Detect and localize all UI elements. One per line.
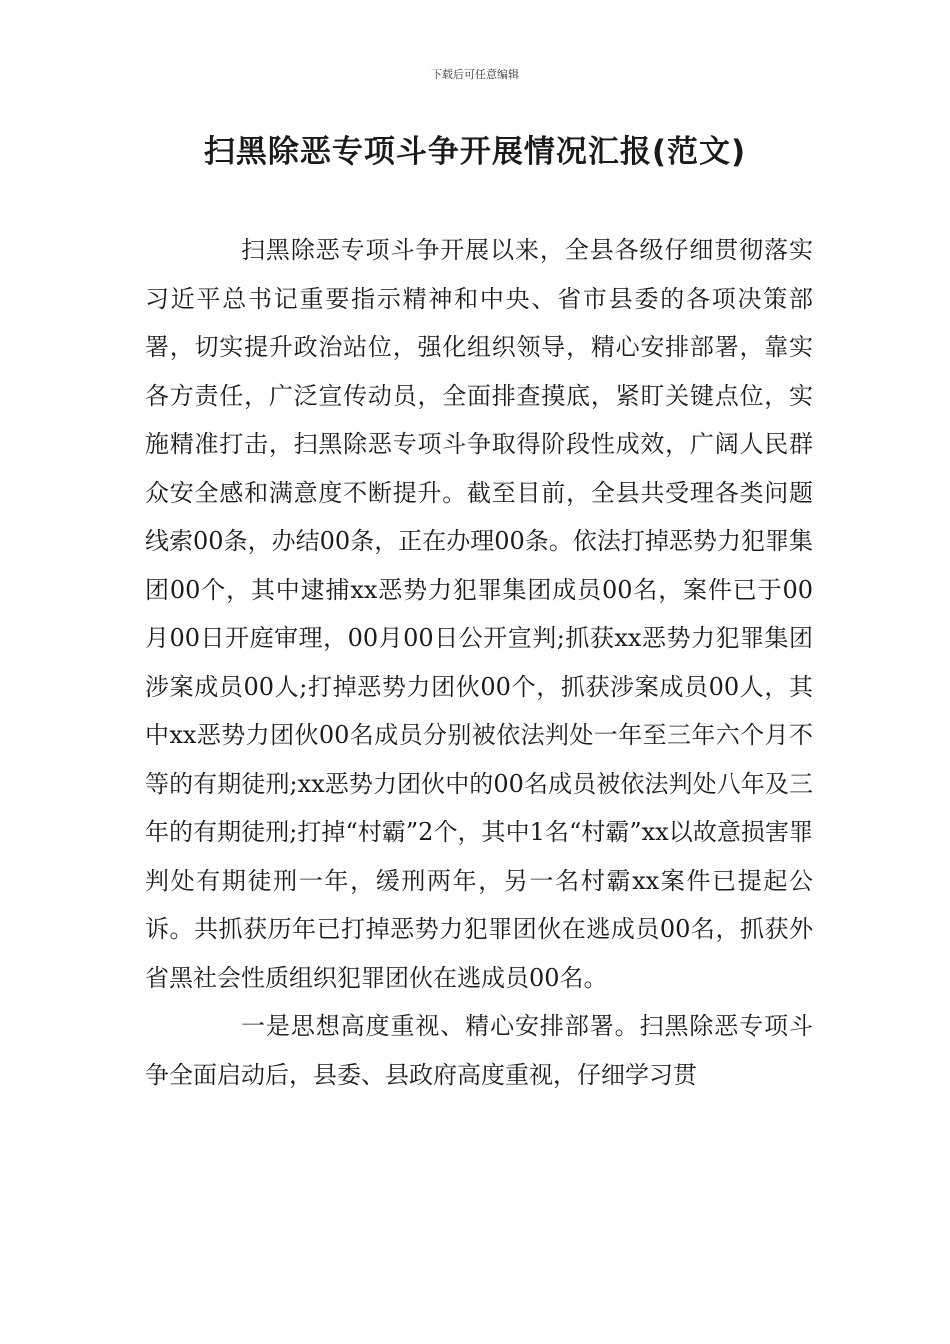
header-note: 下载后可任意编辑 <box>431 68 519 81</box>
paragraph-summary: 扫黑除恶专项斗争开展以来，全县各级仔细贯彻落实习近平总书记重要指示精神和中央、省市县委的各项决策部署，切实提升政治站位，强化组织领导，精心安排部署，靠实各方责任，广泛宣传动员，全面排查摸底，紧盯关键点位，实施精准打击，扫黑除恶专项斗争取得阶段性成效，广阔人民群众安全感和满意度不断提升。截至目前，全县共受理各类问题线索00条，办结00条，正在办理00条。依法打掉恶势力犯罪集团00个，其中逮捕xx恶势力犯罪集团成员00名，案件已于00月00日开庭审理，00月00日公开宣判;抓获xx恶势力犯罪集团涉案成员00人;打掉恶势力团伙00个，抓获涉案成员00人，其中xx恶势力团伙00名成员分别被依法判处一年至三年六个月不等的有期徒刑;xx恶势力团伙中的00名成员被依法判处八年及三年的有期徒刑;打掉“村霸”2个，其中1名“村霸”xx以故意损害罪判处有期徒刑一年，缓刑两年，另一名村霸xx案件已提起公诉。共抓获历年已打掉恶势力犯罪团伙在逃成员00名，抓获外省黑社会性质组织犯罪团伙在逃成员00名。 <box>145 236 813 992</box>
document-title: 扫黑除恶专项斗争开展情况汇报(范文) <box>203 134 747 170</box>
document-body <box>145 226 813 1099</box>
paragraph-point-one: 一是思想高度重视、精心安排部署。扫黑除恶专项斗争全面启动后，县委、县政府高度重视，仔细学习贯 <box>145 1012 813 1089</box>
